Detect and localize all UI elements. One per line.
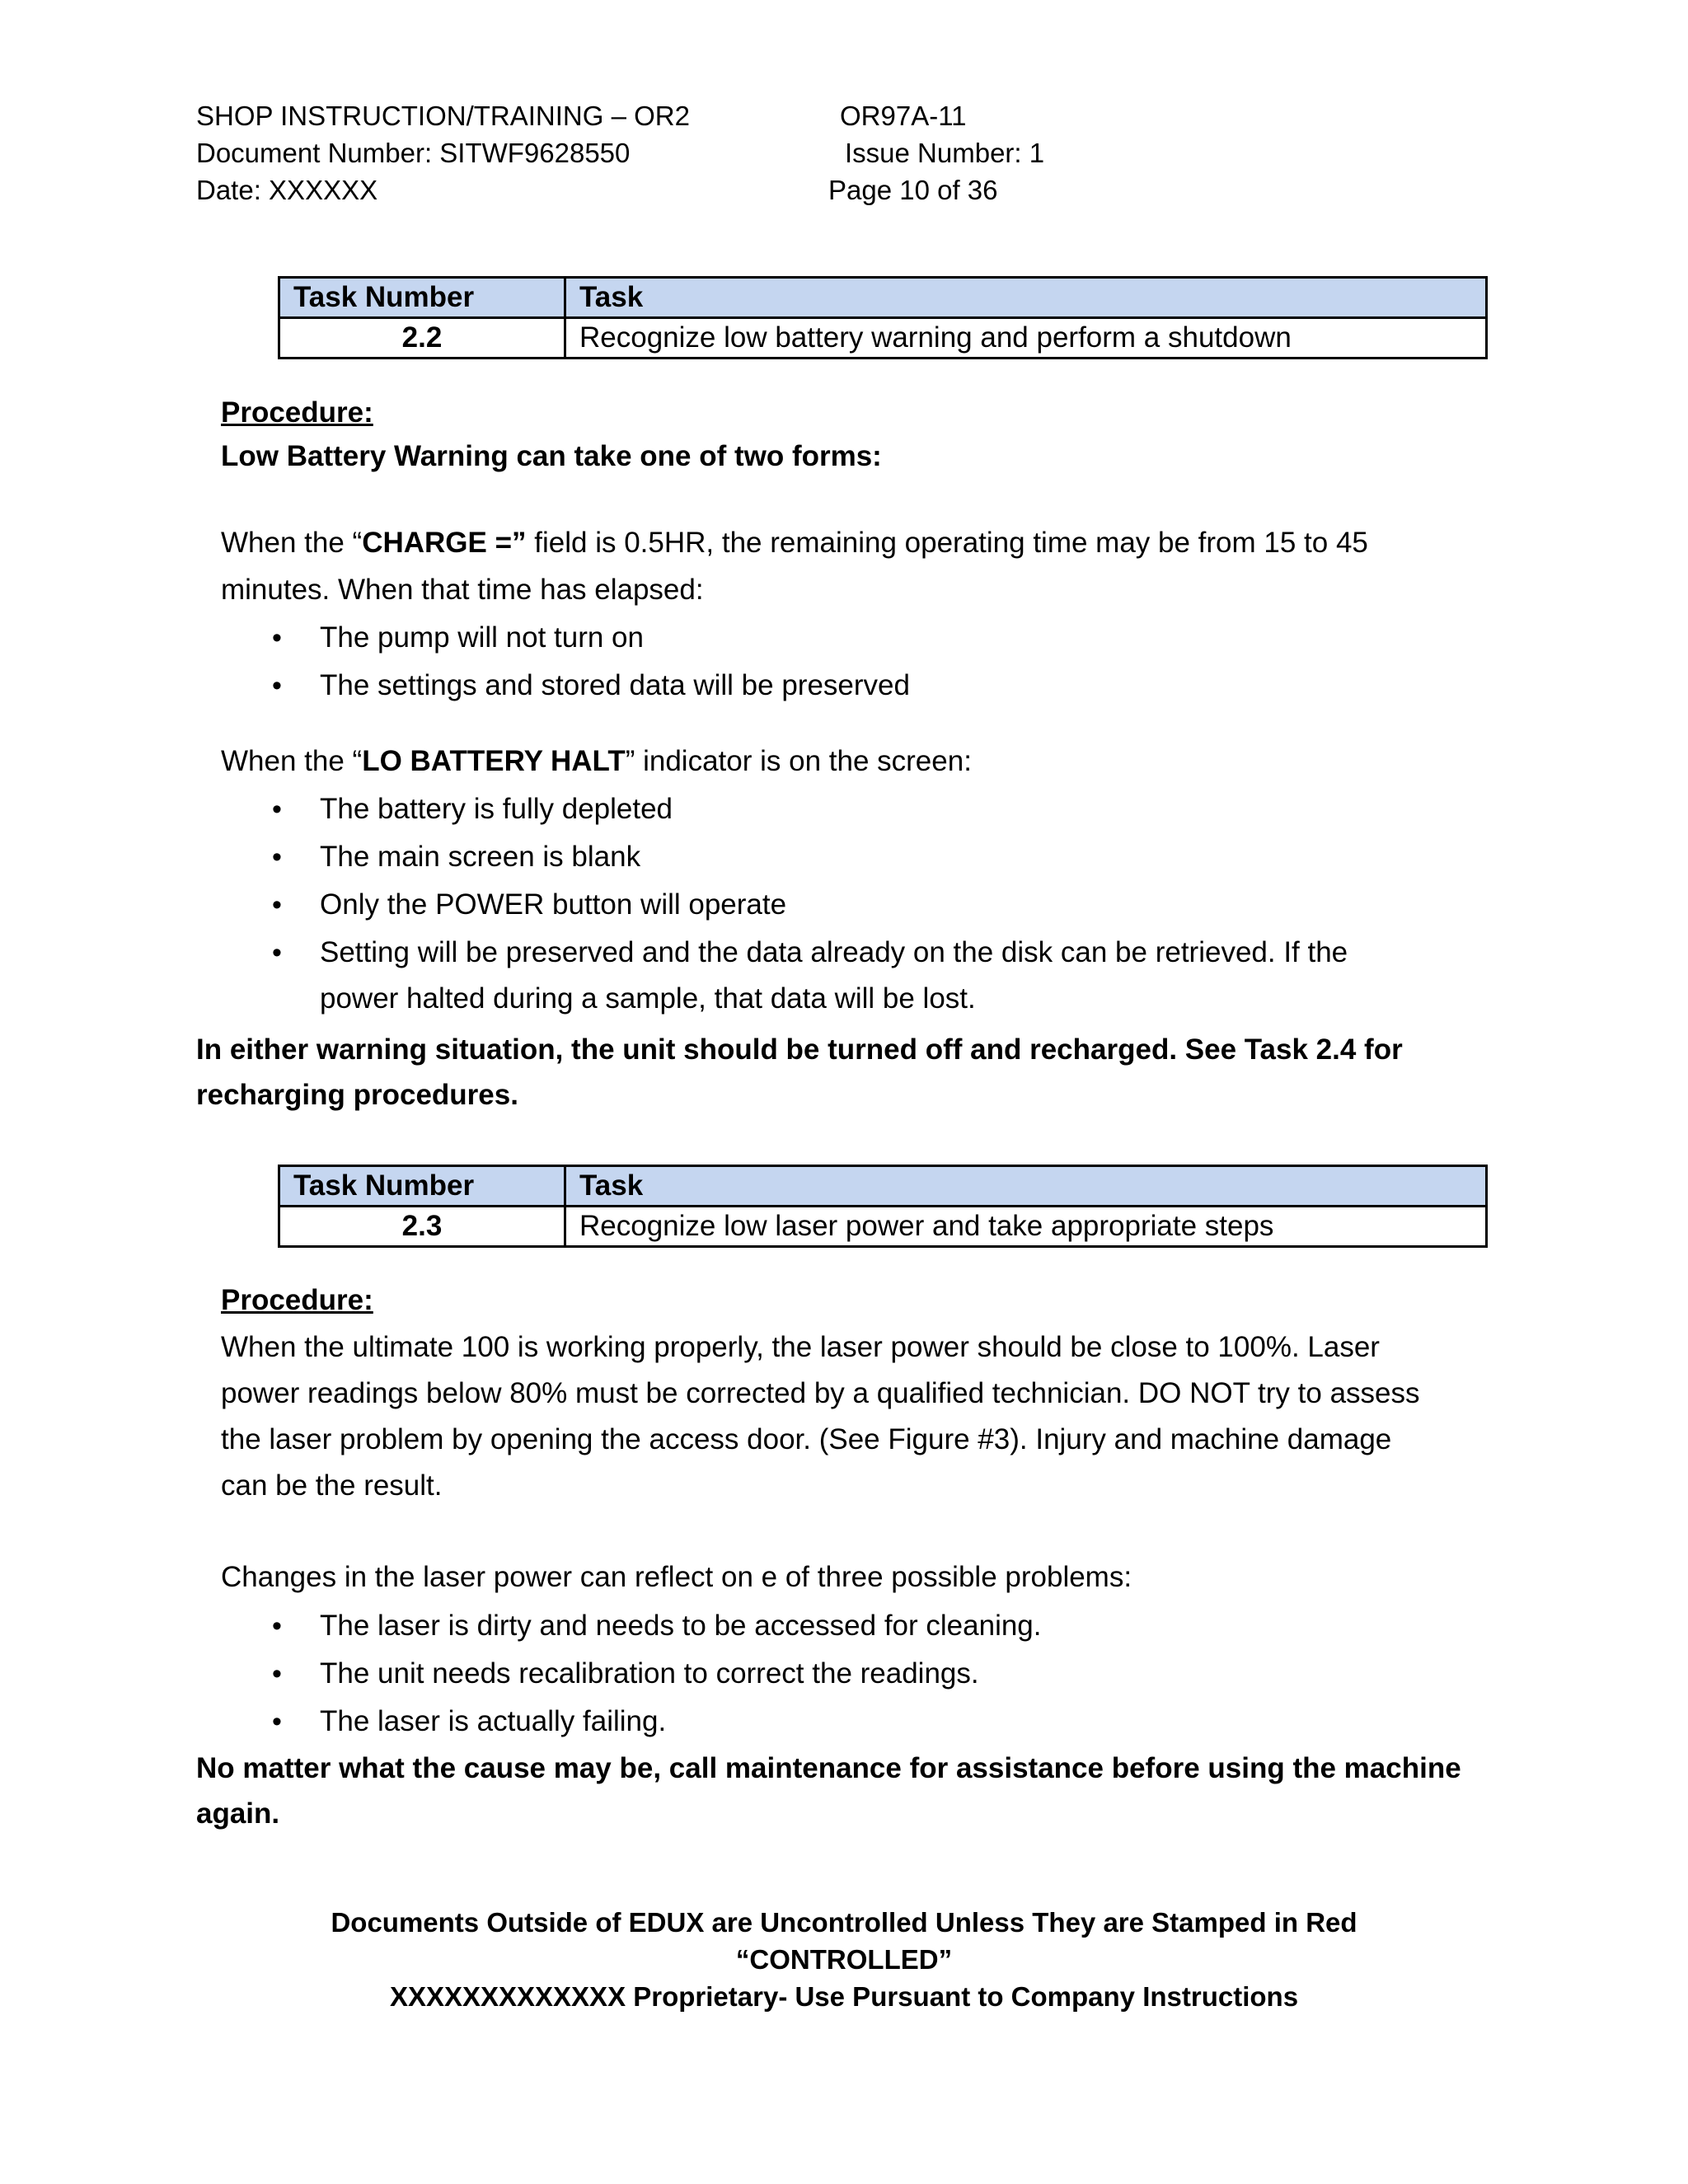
task-header: Task bbox=[565, 278, 1487, 318]
task-description-cell: Recognize low battery warning and perform a shutdown bbox=[565, 318, 1487, 359]
laser-paragraph-line: power readings below 80% must be corrected by a qualified technician. DO NOT try to assess bbox=[221, 1377, 1420, 1409]
procedure-label: Procedure: bbox=[221, 1284, 373, 1316]
task-number-header: Task Number bbox=[279, 278, 565, 318]
doc-code: OR97A-11 bbox=[840, 101, 967, 131]
laser-conclusion-line2: again. bbox=[196, 1797, 280, 1830]
charge-paragraph-line2: minutes. When that time has elapsed: bbox=[221, 574, 704, 606]
lo-battery-bullet-list bbox=[221, 785, 1348, 1021]
laser-bullet-list bbox=[221, 1602, 1042, 1746]
lo-battery-halt-label: LO BATTERY HALT bbox=[362, 745, 626, 777]
text-fragment: When the “ bbox=[221, 745, 363, 777]
header-right bbox=[828, 97, 1044, 209]
list-item: • The main screen is blank bbox=[221, 833, 1348, 881]
low-battery-subheading: Low Battery Warning can take one of two forms: bbox=[221, 440, 882, 472]
task-table-header-row bbox=[279, 1166, 1487, 1207]
list-item bbox=[221, 929, 1348, 1021]
doc-number: Document Number: SITWF9628550 bbox=[196, 138, 631, 168]
laser-paragraph-line: the laser problem by opening the access door. (See Figure #3). Injury and machine damage bbox=[221, 1423, 1392, 1455]
footer-proprietary-notice: XXXXXXXXXXXXX Proprietary- Use Pursuant to Company Instructions bbox=[389, 1981, 1299, 2012]
list-item: • The unit needs recalibration to correct the readings. bbox=[221, 1650, 1042, 1698]
task-table-row bbox=[279, 318, 1487, 359]
task-number-header: Task Number bbox=[279, 1166, 565, 1207]
page-footer bbox=[0, 1904, 1688, 2015]
charge-paragraph bbox=[221, 520, 1368, 566]
page-number: Page 10 of 36 bbox=[828, 175, 998, 205]
list-item: • The laser is actually failing. bbox=[221, 1698, 1042, 1746]
laser-changes-paragraph: Changes in the laser power can reflect on e of three possible problems: bbox=[221, 1561, 1132, 1593]
text-fragment: ” indicator is on the screen: bbox=[625, 745, 972, 777]
list-item: • The settings and stored data will be preserved bbox=[221, 662, 910, 710]
warning-conclusion-line2: recharging procedures. bbox=[196, 1079, 518, 1111]
footer-controlled-label: “CONTROLLED” bbox=[735, 1944, 953, 1975]
task-table-row bbox=[279, 1207, 1487, 1247]
issue-number: Issue Number: 1 bbox=[845, 138, 1045, 168]
list-item: • The pump will not turn on bbox=[221, 614, 910, 662]
list-item: • The battery is fully depleted bbox=[221, 785, 1348, 833]
text-fragment: When the “ bbox=[221, 527, 363, 559]
laser-paragraph-line: When the ultimate 100 is working properly, the laser power should be close to 100%. Laser bbox=[221, 1331, 1380, 1363]
text-fragment: field is 0.5HR, the remaining operating time may be from 15 to 45 bbox=[526, 527, 1368, 559]
task-number-cell: 2.3 bbox=[279, 1207, 565, 1247]
laser-paragraph-line: can be the result. bbox=[221, 1469, 443, 1502]
elapsed-bullet-list bbox=[221, 614, 910, 710]
warning-conclusion: In either warning situation, the unit should be turned off and recharged. See Task 2.4 for bbox=[196, 1033, 1403, 1066]
doc-date: Date: XXXXXX bbox=[196, 175, 378, 205]
lo-battery-paragraph bbox=[221, 738, 972, 785]
task-header: Task bbox=[565, 1166, 1487, 1207]
footer-uncontrolled-notice: Documents Outside of EDUX are Uncontrolled Unless They are Stamped in Red bbox=[331, 1907, 1357, 1938]
task-table-header-row bbox=[279, 278, 1487, 318]
list-item-continuation: power halted during a sample, that data will be lost. bbox=[320, 982, 976, 1015]
laser-conclusion: No matter what the cause may be, call maintenance for assistance before using the machine bbox=[196, 1752, 1461, 1784]
task-table-2-2 bbox=[278, 276, 1488, 359]
procedure-label: Procedure: bbox=[221, 396, 373, 429]
header-left bbox=[196, 97, 690, 209]
list-item-text: Setting will be preserved and the data already on the disk can be retrieved. If the bbox=[320, 936, 1348, 968]
doc-title: SHOP INSTRUCTION/TRAINING – OR2 bbox=[196, 101, 690, 131]
list-item: • Only the POWER button will operate bbox=[221, 881, 1348, 929]
list-item: • The laser is dirty and needs to be accessed for cleaning. bbox=[221, 1602, 1042, 1650]
task-number-cell: 2.2 bbox=[279, 318, 565, 359]
charge-field-label: CHARGE =” bbox=[362, 527, 527, 559]
task-description-cell: Recognize low laser power and take appropriate steps bbox=[565, 1207, 1487, 1247]
task-table-2-3 bbox=[278, 1165, 1488, 1248]
